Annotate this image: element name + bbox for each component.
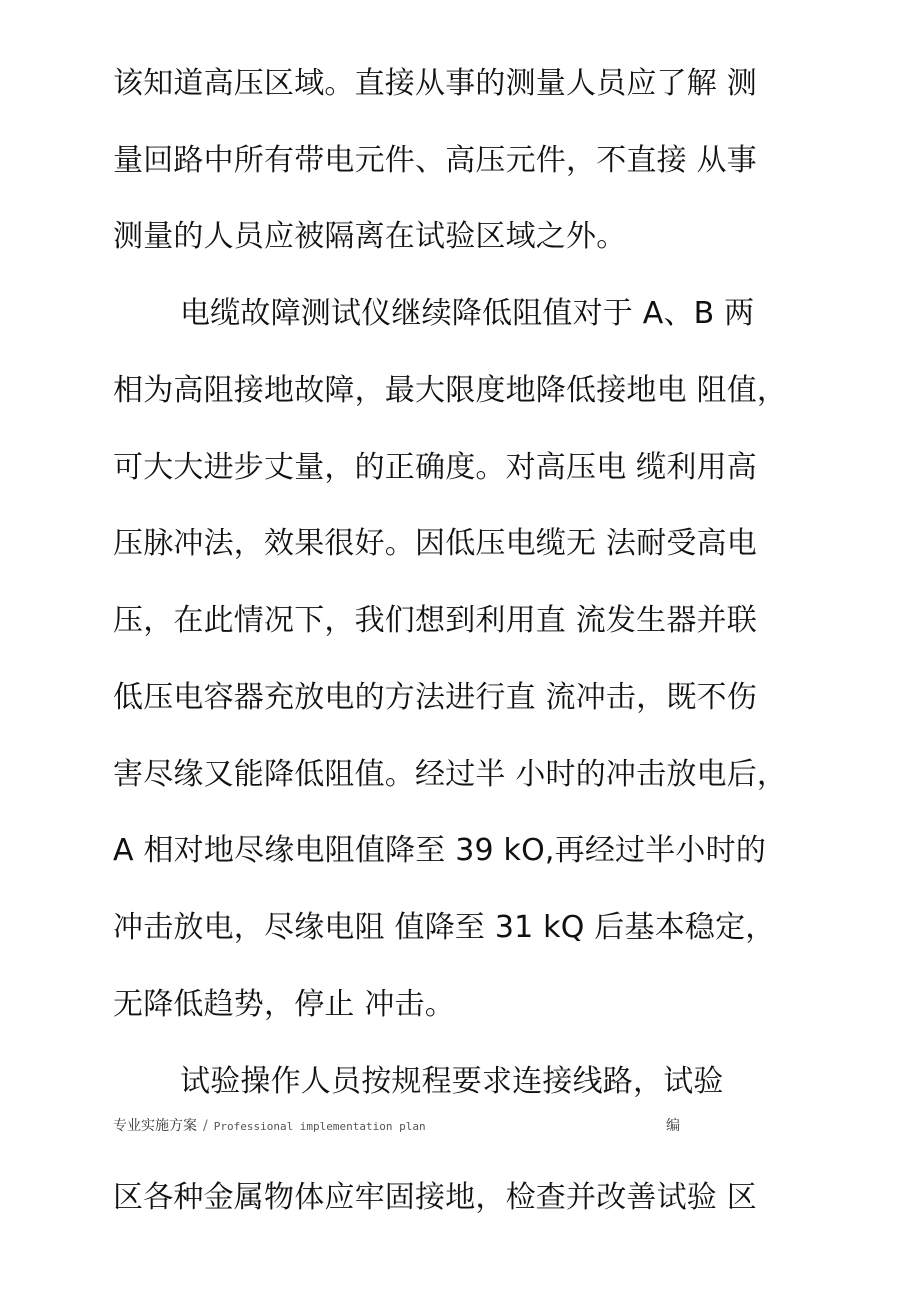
footer-separator: / [203,1118,208,1134]
body-line-8: 压，在此情况下，我们想到利用直 流发生器并联 [113,603,757,638]
body-line-12: 冲击放电，尽缘电阻 值降至 31 kQ 后基本稳定， [113,910,776,945]
footer-label-cn: 专业实施方案 [113,1118,197,1134]
body-line-10: 害尽缘又能降低阻值。经过半 小时的冲击放电后， [113,757,788,792]
footer-label-en: Professional implementation plan [213,1120,426,1133]
body-line-3: 测量的人员应被隔离在试验区域之外。 [113,219,627,254]
body-line-9: 低压电容器充放电的方法进行直 流冲击，既不伤 [113,680,757,715]
body-line-13: 无降低趋势，停止 冲击。 [113,987,455,1022]
footer-edit-mark: 编 [666,1118,680,1134]
body-line-7: 压脉冲法，效果很好。因低压电缆无 法耐受高电 [113,526,757,561]
body-line-5: 相为高阻接地故障，最大限度地降低接地电 阻值， [113,373,788,408]
body-line-15: 区各种金属物体应牢固接地，检查并改善试验 区 [113,1180,757,1215]
body-line-6: 可大大进步丈量，的正确度。对高压电 缆利用高 [113,450,757,485]
paragraph-3-line-1: 试验操作人员按规程要求连接线路，试验 [180,1064,724,1099]
body-line-1: 该知道高压区域。直接从事的测量人员应了解 测 [113,66,757,101]
body-line-11: A 相对地尽缘电阻值降至 39 kO,再经过半小时的 [113,833,767,868]
page-footer [113,1116,813,1136]
paragraph-2-line-1: 电缆故障测试仪继续降低阻值对于 A、B 两 [180,296,755,331]
body-line-2: 量回路中所有带电元件、高压元件，不直接 从事 [113,143,757,178]
